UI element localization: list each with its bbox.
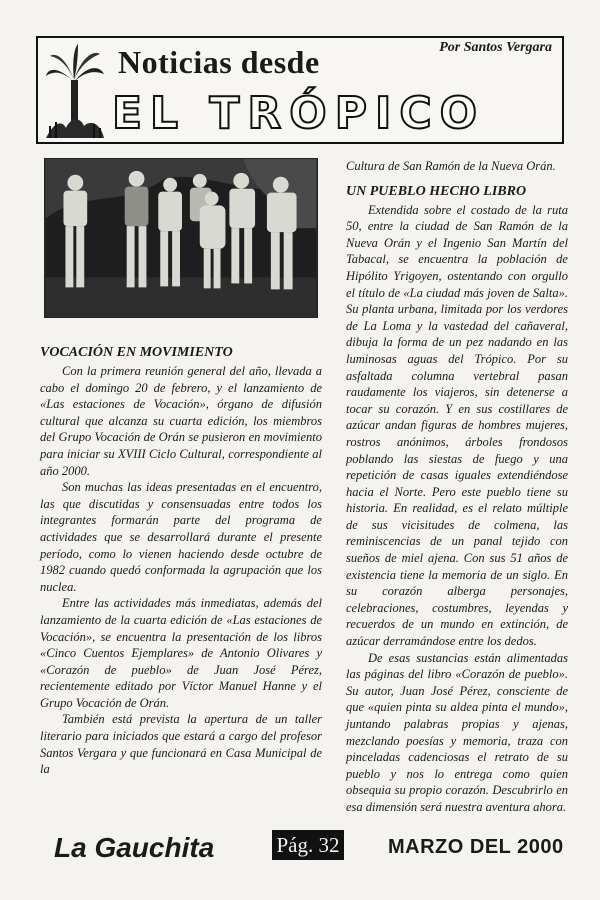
- masthead-title-top: Noticias desde: [118, 44, 320, 80]
- paragraph: También está prevista la apertura de un taller literario para iniciados que estará a cargo del profesor Santos Vergara y que funcionará en Casa Municipal de la: [40, 712, 322, 777]
- paragraph: Con la primera reunión general del año, llevada a cabo el domingo 20 de febrero, y el lanzamiento de «Las estaciones de Vocación», órgano de difusión cultural que alcanza su cuarta edición, los miembros del Grupo Vocación de Orán se pusieron en movimiento para iniciar su XVIII Ciclo Cultural, correspondiente al año 2000.: [40, 364, 322, 478]
- group-photo: [44, 158, 318, 318]
- paragraph: Son muchas las ideas presentadas en el encuentro, las que discutidas y consensuadas entre todos los integrantes formarán parte del programa de actividades que se desarrollará durante el presente período, como lo vienen haciendo desde octubre de 1982 cuando quedó conformada la agrupación que los nuclea.: [40, 480, 322, 594]
- left-column: [40, 344, 322, 778]
- paragraph: De esas sustancias están alimentadas las páginas del libro «Corazón de pueblo». Su autor, Juan José Pérez, consciente de que «quien pinta su aldea pinta el mundo», juntando palabras propias y ajenas, mezclando poesías y memoria, traza con pinceladas cadenciosas el retrato de su pueblo y nos lo entrega como quien obsequia su propio corazón. Descubrirlo en esa dimensión será nuestra aventura ahora.: [346, 650, 568, 814]
- paragraph: Entre las actividades más inmediatas, además del lanzamiento de la cuarta edición de «Las estaciones de Vocación», se encuentra la presentación de los libros «Cinco Cuentos Ejemplares» de Antonio Olivares y «Corazón de pueblo» de Juan José Pérez, recientemente editado por Víctor Manuel Hanne y el Grupo Vocación de Orán.: [40, 596, 322, 710]
- issue-date: MARZO DEL 2000: [388, 836, 564, 858]
- byline: Por Santos Vergara: [439, 40, 552, 55]
- article-heading-vocacion: VOCACIÓN EN MOVIMIENTO: [40, 345, 233, 360]
- continuation-text: Cultura de San Ramón de la Nueva Orán.: [346, 159, 556, 173]
- page-number: Pág. 32: [272, 830, 344, 860]
- paragraph: Extendida sobre el costado de la ruta 50, entre la ciudad de San Ramón de la Nueva Orán y el Ingenio San Martín del Tabacal, se encuentra la población de Hipólito Yrigoyen, ostentando con orgullo el título de «La ciudad más joven de Salta». Su planta urbana, limitada por los verdores de La Loma y la vastedad del cañaveral, dibuja la forma de un pez nadando en las luminosas aguas del Trópico. Por su asfaltada columna vertebral pasan raudamente los viajeros, sin detenerse a tocar su corazón. Y en sus costillares de azúcar andan figuras de hombres mujeres, rostros anónimos, árboles frondosos poblando las siestas de fuego y una repetición de casas iguales extendiéndose hacia el Norte. Pero este pueblo tiene su historia. En realidad, es el relato múltiple de sus vicisitudes de colmena, las reminiscencias de un panal tejido con sueños de miel ajena. Con sus 51 años de existencia tiene la memoria de un siglo. En su corazón alberga personajes, celebraciones, costumbres, leyendas y recuerdos de un mundo en extinción, de azúcar derramándose entre los dedos.: [346, 202, 568, 649]
- publication-name: La Gauchita: [54, 832, 215, 863]
- masthead: [36, 36, 564, 144]
- right-column: [346, 158, 568, 816]
- article-heading-pueblo: UN PUEBLO HECHO LIBRO: [346, 183, 527, 199]
- palm-tree-icon: [44, 42, 106, 140]
- masthead-title-bottom: EL TRÓPICO: [112, 88, 486, 139]
